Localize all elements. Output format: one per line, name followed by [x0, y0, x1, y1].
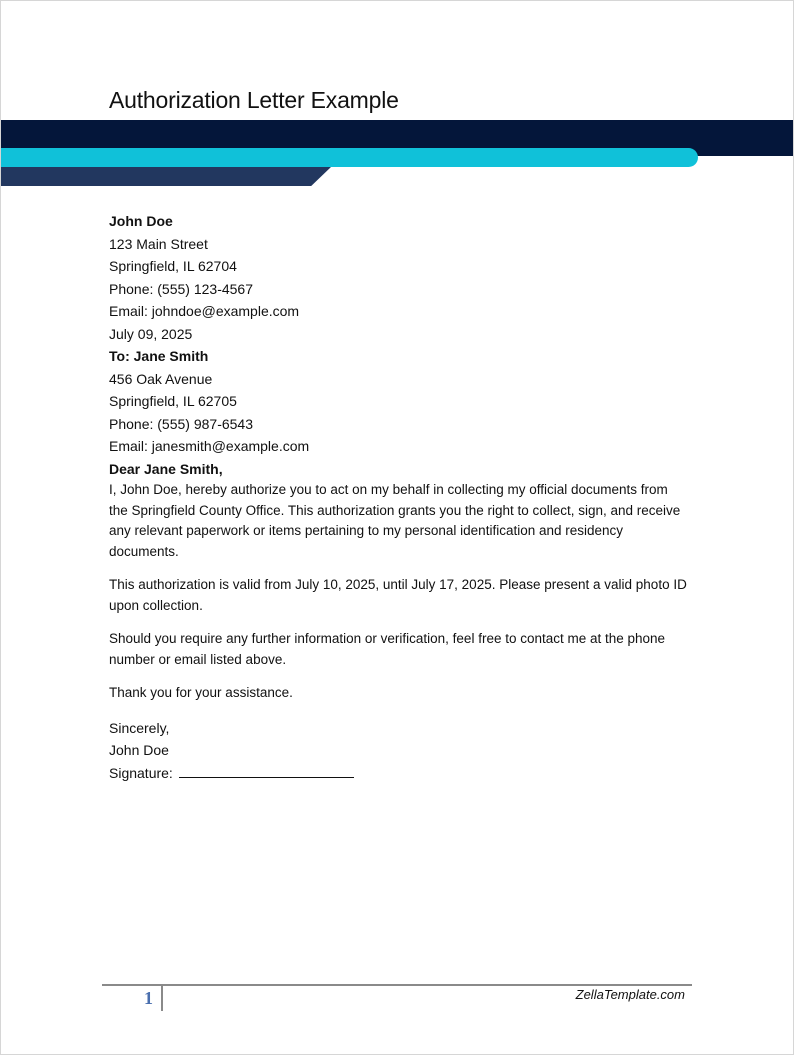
signature-label: Signature: [109, 764, 173, 781]
page-number-divider [161, 986, 163, 1011]
recipient-name: To: Jane Smith [109, 348, 209, 364]
header-band-cyan [1, 148, 698, 167]
letter-date: July 09, 2025 [109, 325, 193, 342]
closing: Sincerely, [109, 719, 170, 736]
recipient-city: Springfield, IL 62705 [109, 393, 237, 409]
body-paragraph: I, John Doe, hereby authorize you to act on my behalf in collecting my official documents from the Springfield County Office. This authorization grants you the right to collect, sign, and receive any relevant paperwork or items pertaining to my personal identification and residency documents. [109, 482, 681, 559]
sender-street: 123 Main Street [109, 235, 208, 252]
sender-name: John Doe [109, 213, 173, 229]
sender-phone: Phone: (555) 123-4567 [109, 280, 253, 297]
sender-email: Email: johndoe@example.com [109, 303, 300, 319]
signature-line [109, 762, 689, 785]
recipient-phone: Phone: (555) 987-6543 [109, 415, 253, 432]
body-paragraph: Thank you for your assistance. [109, 685, 293, 700]
recipient-street: 456 Oak Avenue [109, 370, 213, 387]
body-paragraph: This authorization is valid from July 10, 2025, until July 17, 2025. Please present a valid photo ID upon collection. [109, 577, 687, 613]
signer-name: John Doe [109, 742, 169, 758]
recipient-address [109, 368, 689, 458]
salutation: Dear Jane Smith, [109, 460, 223, 477]
page-number: 1 [144, 988, 153, 1008]
document-title: Authorization Letter Example [109, 87, 399, 113]
sender-address [109, 233, 689, 323]
sender-city: Springfield, IL 62704 [109, 258, 237, 274]
footer-rule [102, 984, 692, 986]
body-paragraph: Should you require any further information or verification, feel free to contact me at the phone number or email listed above. [109, 631, 666, 667]
header-band-navy [1, 167, 331, 186]
recipient-email: Email: janesmith@example.com [109, 438, 310, 454]
footer-brand: ZellaTemplate.com [575, 987, 685, 1002]
signature-blank [179, 763, 354, 778]
letter-body [109, 210, 689, 784]
